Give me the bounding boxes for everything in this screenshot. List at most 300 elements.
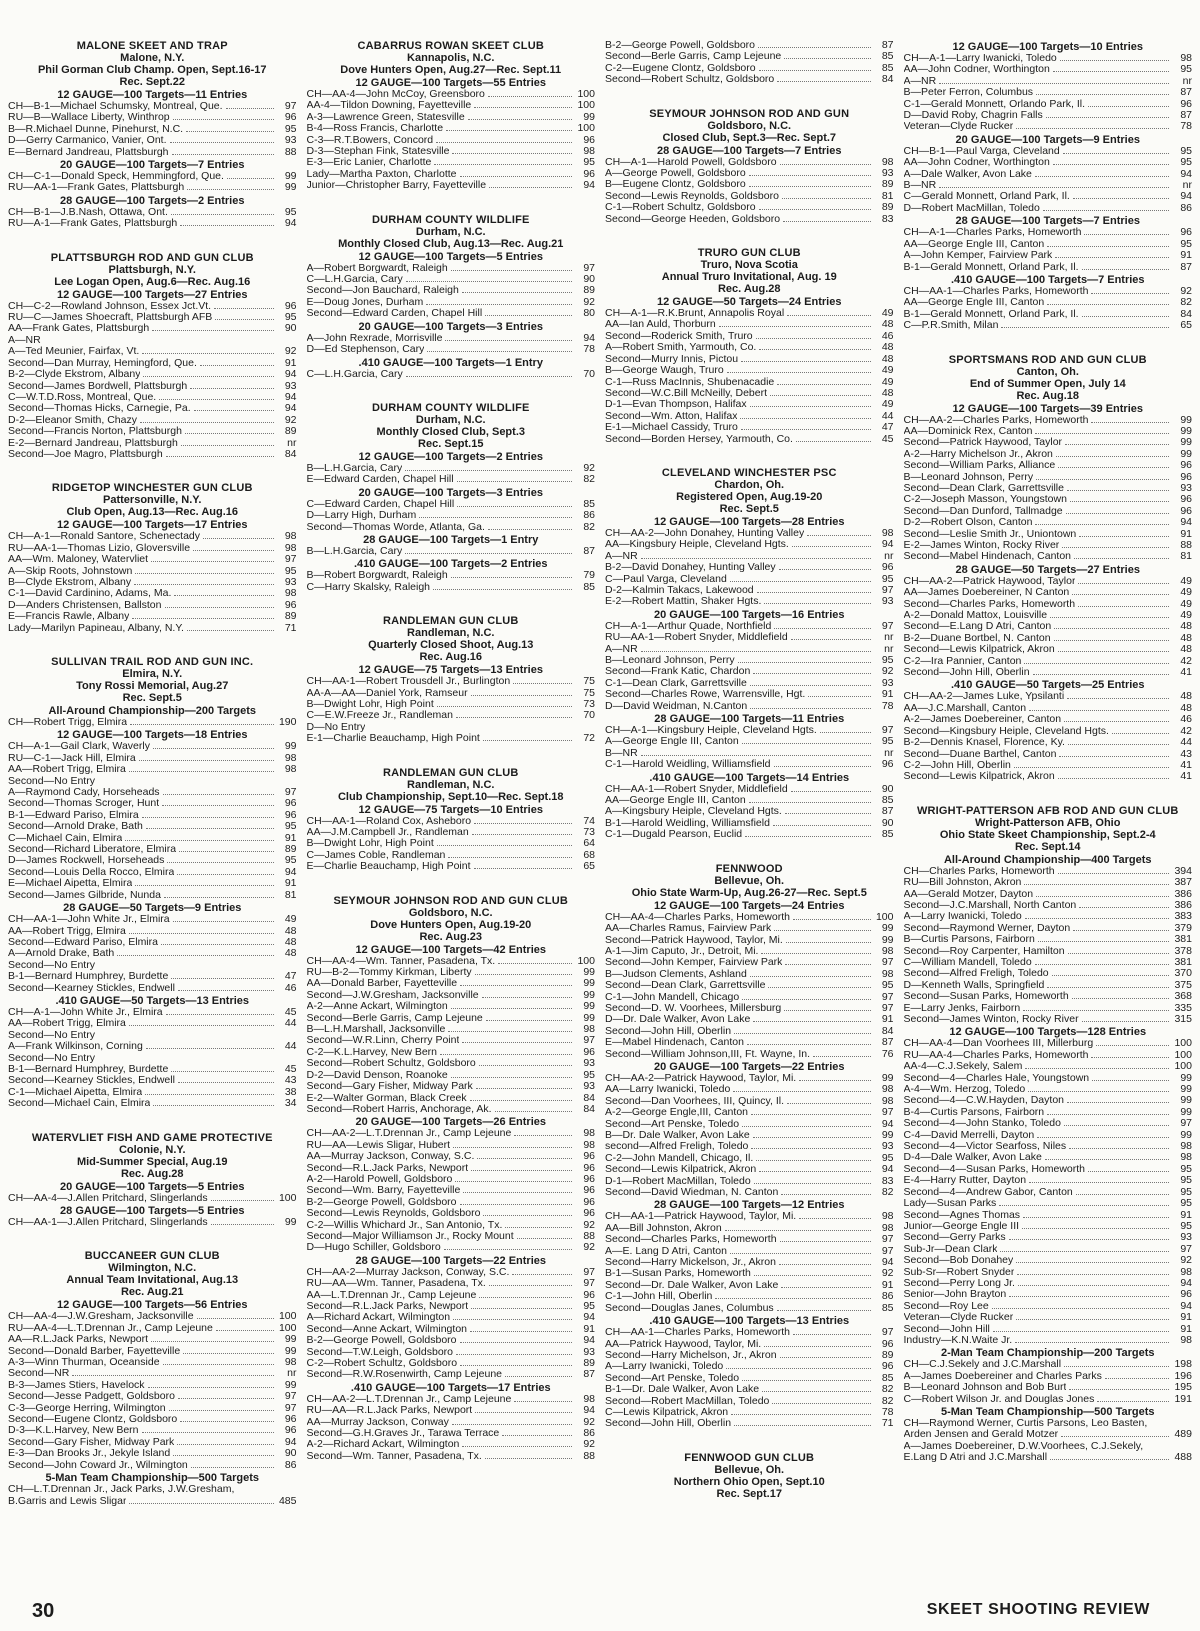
shooter-score: 89 [583,284,595,297]
shooter-score: 97 [881,956,894,969]
shooter-score: 82 [583,473,595,486]
dot-leader [1025,1068,1169,1069]
club-meta-line: Monthly Closed Club, Aug.13—Rec. Aug.21 [338,237,564,250]
result-row [307,123,596,134]
shooter-name: Second—Dr. Dale Walker, Avon Lake [605,1279,779,1291]
dot-leader [166,1014,274,1015]
result-row [605,992,894,1003]
shooter-score: 44 [284,1017,297,1030]
shooter-score: 93 [583,1345,595,1358]
shooter-score: 99 [881,1071,894,1084]
results-column [605,40,894,1580]
dot-leader [1091,1057,1169,1058]
result-row [8,415,297,426]
shooter-name: C—Michael Cain, Elmira [8,832,123,844]
dot-leader [164,897,274,898]
result-row [904,737,1193,748]
shooter-score: 41 [1180,666,1192,679]
shooter-score: 98 [284,1356,297,1369]
event-heading: 20 GAUGE—100 Targets—26 Entries [355,1116,547,1129]
result-row [605,1223,894,1234]
result-row [307,135,596,146]
shooter-name: A—John Rexrade, Morrisville [306,332,443,344]
shooter-score: 95 [1180,156,1192,169]
dot-leader [471,1308,572,1309]
club-title: CLEVELAND WINCHESTER PSC [661,466,837,479]
result-row [307,827,596,838]
result-row [307,722,596,733]
dot-leader [1076,1194,1169,1195]
shooter-score: 93 [881,595,894,608]
shooter-score: 46 [1180,713,1192,726]
result-row [904,483,1193,494]
dot-leader [1070,501,1169,502]
shooter-name: B—Dr. Dale Walker, Avon Lake [605,1130,750,1141]
result-row [307,1417,596,1428]
dot-leader [451,577,572,578]
club-title: PLATTSBURGH ROD AND GUN CLUB [50,251,254,264]
shooter-name: C-1—Russ MacInnis, Shubenacadie [605,376,775,388]
dot-leader [1082,316,1169,317]
club-meta-line: Rec. Sept.5 [719,502,779,515]
result-row [8,1425,297,1436]
shooter-score: 394 [1174,864,1192,877]
shooter-score: 86 [284,1458,297,1471]
shooter-score: 43 [1180,747,1192,760]
club-title: WRIGHT-PATTERSON AFB ROD AND GUN CLUB [916,804,1179,817]
result-row [307,1081,596,1092]
shooter-score: 97 [583,1277,595,1290]
dot-leader [993,1331,1169,1332]
shooter-score: 97 [881,1106,894,1119]
shooter-name: A—NR [605,643,638,655]
result-row [307,344,596,355]
shooter-score: 87 [1180,260,1192,273]
result-row [904,1221,1193,1232]
result-row [904,957,1193,968]
shooter-score: 98 [1180,1140,1192,1153]
shooter-score: 383 [1174,910,1192,923]
shooter-score: 91 [284,831,297,844]
dot-leader [792,546,871,547]
result-row [904,1267,1193,1278]
shooter-name: B—Curtis Parsons, Fairborn [903,934,1035,946]
dot-leader [754,1275,871,1276]
result-row [605,434,894,445]
shooter-name: A—Arnold Drake, Bath [8,948,115,960]
shooter-name: Lady—Marilyn Papineau, Albany, N.Y. [8,622,184,634]
club-meta-line: Colonie, N.Y. [118,1143,186,1156]
shooter-score: 94 [284,217,297,230]
result-row [904,1084,1193,1095]
dot-leader [757,592,871,593]
shooter-name: AA-4—Tildon Downing, Fayetteville [306,100,472,112]
dot-leader [143,376,273,377]
shooter-score: 86 [583,1427,595,1440]
result-row [904,991,1193,1002]
shooter-score: 335 [1174,1001,1192,1014]
result-row [904,53,1193,64]
shooter-score: 84 [284,447,297,460]
result-row [904,656,1193,667]
result-row [904,1095,1193,1106]
shooter-name: AA—L.T.Drennan Jr., Camp Lejeune [306,1289,477,1301]
shooter-score: 96 [284,808,297,821]
shooter-score: 79 [583,569,595,582]
result-row [605,365,894,376]
shooter-score: 97 [284,1401,297,1414]
shooter-score: 87 [1180,109,1192,122]
dot-leader [791,791,871,792]
result-row [307,570,596,581]
result-row [605,1037,894,1048]
shooter-score: 92 [583,1218,595,1231]
shooter-score: 73 [583,826,595,838]
dot-leader [787,1103,871,1104]
shooter-name: Second—Berle Garris, Camp Lejeune [605,51,782,63]
shooter-name: AA—George Engle III, Canton [903,238,1045,250]
shooter-name: A—John Kemper, Fairview Park [903,250,1053,262]
result-row [904,1289,1193,1300]
shooter-name: Second—Michael Cain, Elmira [8,1098,151,1110]
shooter-name: Second—4—Susan Parks, Homeworth [903,1163,1085,1175]
result-row [8,147,297,158]
result-row [904,968,1193,979]
dot-leader [799,1218,870,1219]
shooter-name: RU—AA—R.L.Jack Parks, Newport [306,1405,473,1417]
shooter-name: E—Larry Jenks, Fairborn [903,1002,1021,1014]
club-meta-line: Club Open, Aug.13—Rec. Aug.16 [66,506,239,519]
shooter-score: 88 [284,145,297,158]
dot-leader [1052,975,1169,976]
shooter-score: 99 [881,922,894,935]
shooter-name: Second—Alfred Freligh, Toledo [903,968,1049,980]
shooter-name: Second—Raymond Werner, Dayton [903,922,1071,934]
shooter-name: AA—Wm. Maloney, Watervliet [8,554,149,566]
shooter-score: 84 [583,1102,595,1115]
dot-leader [437,845,572,846]
dot-leader [142,1432,274,1433]
shooter-score: 195 [1174,1381,1192,1394]
shooter-name: AA—George Engle III, Canton [903,297,1045,309]
shooter-name: B-1—Edward Pariso, Elmira [8,809,139,821]
result-row [307,1267,596,1278]
dot-leader [1014,767,1169,768]
result-row [605,1107,894,1118]
shooter-name: A-2—Donald Mattox, Louisville [903,610,1048,622]
result-row [307,474,596,485]
result-row [605,980,894,991]
result-row [605,377,894,388]
shooter-score: 95 [881,572,894,585]
shooter-score: 96 [583,1045,595,1058]
shooter-name: Second—4—John Stanko, Toledo [903,1118,1061,1130]
result-row [605,1164,894,1175]
result-row [8,426,297,437]
dot-leader [1069,1148,1169,1149]
result-row [904,1312,1193,1323]
shooter-name: D—Dr. Dale Walker, Avon Lake [605,1014,751,1026]
shooter-name: Second—Dean Clark, Garrettsville [903,482,1064,494]
shooter-name: Second—No Entry [8,959,95,971]
result-row [307,838,596,849]
result-row [904,726,1193,737]
club-meta-line: Rec. Sept.22 [119,76,185,88]
shooter-score: 71 [881,1417,894,1430]
result-row [605,585,894,596]
shooter-name: CH—A-1—Kingsbury Heiple, Cleveland Hgts. [605,725,817,737]
shooter-name: C-3—George Herring, Wilmington [8,1402,166,1414]
dot-leader [992,1308,1169,1309]
result-row [8,1007,297,1018]
result-row [8,1380,297,1391]
shooter-score: 98 [583,1392,595,1405]
shooter-score: 99 [284,170,297,183]
shooter-score: 98 [284,530,297,543]
shooter-name: CH—A-1—John White Jr., Elmira [8,1006,163,1018]
result-row [605,1339,894,1350]
shooter-score: 97 [881,583,894,596]
shooter-name: B-2—Dennis Knasel, Florence, Ky. [903,737,1065,749]
shooter-name: Second—Mabel Hindenach, Canton [903,551,1072,563]
dot-leader [1082,269,1169,270]
result-row [904,1394,1193,1405]
shooter-name: A-1—Jim Caputo, Jr., Detroit, Mi. [605,945,759,957]
shooter-score: 489 [1174,1428,1192,1441]
result-row [8,833,297,844]
result-row [904,1130,1193,1141]
shooter-name: D-2—Kalmin Takacs, Lakewood [605,584,754,596]
shooter-score: 92 [583,1241,595,1254]
shooter-name: RU—AA—Lewis Sligar, Hubert [306,1139,451,1151]
shooter-score: 99 [284,1216,297,1228]
result-row [307,710,596,721]
shooter-score: 99 [583,988,595,1001]
dot-leader [502,1435,572,1436]
result-row [904,146,1193,157]
shooter-name: Second—Francis Norton, Plattsburgh [8,426,182,438]
shooter-score: 100 [577,122,595,135]
result-row [8,1460,297,1471]
dot-leader [476,1088,572,1089]
shooter-name: D—David Roby, Chagrin Falls [903,110,1043,122]
dot-leader [162,805,273,806]
event-heading: .410 GAUGE—50 Targets—25 Entries [950,679,1145,692]
shooter-name: B.Garris and Lewis Sligar [8,1495,127,1507]
shooter-name: E—Francis Rawle, Albany [8,611,130,623]
dot-leader [180,1421,273,1422]
event-heading: 12 GAUGE—100 Targets—128 Entries [949,1026,1147,1039]
shooter-name: B—George Waugh, Truro [605,365,724,377]
shooter-name: B—R.Michael Dunne, Pinehurst, N.C. [8,123,184,135]
shooter-score: 96 [1180,504,1192,517]
shooter-name: CH—AA-2—Patrick Haywood, Taylor, Mi. [605,1072,797,1084]
dot-leader [1054,640,1169,641]
shooter-score: 93 [1180,481,1192,494]
club-block [605,40,894,86]
shooter-name: RU—AA-4—Charles Parks, Homeworth [903,1049,1089,1061]
shooter-name: Second—Wm. Barry, Fayetteville [306,1185,461,1197]
shooter-name: Second—Lewis Kilpatrick, Akron [903,644,1055,656]
shooter-score: 100 [577,88,595,100]
dot-leader [1097,1401,1169,1402]
shooter-name: D—Hugo Schiller, Goldsboro [306,1242,441,1254]
dot-leader [505,1227,572,1228]
dot-leader [405,470,572,471]
shooter-score: 99 [583,1000,595,1013]
shooter-name: Lady—Susan Parks [903,1198,997,1210]
result-row [8,1346,297,1357]
dot-leader [513,683,572,684]
shooter-score: 78 [881,1405,894,1418]
club-title: FENNWOOD [715,862,783,875]
event-heading: 28 GAUGE—100 Targets—2 Entries [60,194,245,207]
shooter-name: Sub-Jr—Dean Clark [903,1243,998,1255]
shooter-name: Second—Jon Bauchard, Raleigh [306,285,459,297]
result-row [904,1118,1193,1129]
dot-leader [1067,490,1169,491]
shooter-score: 94 [583,1334,595,1347]
shooter-score: 97 [284,1390,297,1403]
shooter-score: 381 [1174,955,1192,968]
shooter-name: Second—Thomas Hicks, Carnegie, Pa. [8,403,191,415]
shooter-score: 96 [881,561,894,574]
dot-leader [151,561,273,562]
shooter-name: Second—Gary Fisher, Midway Park [8,1436,175,1448]
shooter-name: RU—B-2—Tommy Kirkman, Liberty [306,967,472,979]
shooter-score: 85 [881,61,894,74]
result-row [307,990,596,1001]
result-row [8,1075,297,1086]
shooter-name: RU—AA-4—L.T.Drennan Jr., Camp Lejeune [8,1322,213,1334]
shooter-name: Second—Charles Rowe, Warrensville, Hgt. [605,689,806,701]
shooter-score: 379 [1174,921,1192,934]
club-block [605,1452,894,1500]
shooter-name: A-3—Winn Thurman, Oceanside [8,1357,160,1369]
shooter-name: CH—AA-4—Wm. Tanner, Pasadena, Tx. [306,955,496,967]
dot-leader [741,361,870,362]
shooter-score: 96 [284,598,297,611]
shooter-score: 94 [284,368,297,381]
event-heading: 20 GAUGE—100 Targets—3 Entries [358,320,543,333]
shooter-score: 96 [284,111,297,124]
result-row [605,319,894,330]
dot-leader [190,388,273,389]
shooter-score: 99 [1180,1105,1192,1118]
shooter-score: 98 [1180,1333,1192,1346]
dot-leader [1047,987,1169,988]
dot-leader [485,315,572,316]
result-row [904,87,1193,98]
result-row [307,1278,596,1289]
result-row [307,1104,596,1115]
result-row [8,554,297,565]
shooter-score: 95 [583,1068,595,1081]
result-row [8,960,297,971]
result-row [8,207,297,218]
shooter-name: AA—Robert Trigg, Elmira [8,1018,126,1030]
dot-leader [731,1414,870,1415]
result-row [904,771,1193,782]
dot-leader [1024,884,1169,885]
dot-leader [1043,210,1169,211]
result-row [904,540,1193,551]
shooter-score: 96 [1180,226,1192,239]
event-heading: 12 GAUGE—100 Targets—18 Entries [56,729,248,742]
dot-leader [1072,998,1169,999]
shooter-name: B-1—Bernard Humphrey, Burdette [8,1063,169,1075]
shooter-score: 90 [284,1447,297,1460]
result-row [307,510,596,521]
event-heading: 20 GAUGE—100 Targets—22 Entries [653,1060,845,1073]
dot-leader [215,319,273,320]
result-row [605,946,894,957]
shooter-score: 41 [1180,770,1192,783]
shooter-score: 98 [1180,1151,1192,1164]
result-row [605,1280,894,1291]
shooter-name: Second—D. W. Voorhees, Millersburg [605,1002,782,1014]
shooter-name: C—Paul Varga, Cleveland [605,573,727,585]
result-row [8,301,297,312]
shooter-name: E—Bernard Jandreau, Plattsburgh [8,146,169,158]
result-row [307,263,596,274]
shooter-score: 85 [583,497,595,510]
shooter-score: 87 [881,805,894,818]
shooter-name: A—E. Lang D Atri, Canton [605,1245,727,1257]
dot-leader [780,164,871,165]
club-header [307,767,596,803]
event-heading: All-Around Championship—400 Targets [943,853,1152,866]
dot-leader [1022,1228,1169,1229]
result-row [307,1151,596,1162]
shooter-name: A-2—James Doebereiner, Canton [903,714,1062,726]
result-row [307,100,596,111]
shooter-score: nr [1182,179,1192,192]
shooter-score: 96 [583,1207,595,1220]
club-block [8,252,297,461]
shooter-score: 78 [583,343,595,356]
result-row [605,736,894,747]
result-row [307,112,596,123]
shooter-name: Second—Roy Lee [903,1300,989,1312]
dot-leader [125,840,273,841]
result-row [605,748,894,759]
shooter-name: Second—Charles Parks, Homeworth [605,1234,777,1246]
club-header [307,402,596,450]
result-row [605,596,894,607]
dot-leader [1112,733,1169,734]
shooter-name: AA—Murray Jackson, Conway, S.C. [306,1151,475,1163]
result-row [904,472,1193,483]
dot-leader [749,802,871,803]
event-heading: .410 GAUGE—100 Targets—1 Entry [358,356,543,369]
club-meta-line: Goldsboro, N.C. [707,119,792,132]
shooter-score: 76 [881,1047,894,1060]
result-row [605,969,894,980]
shooter-score: 96 [583,1150,595,1163]
shooter-score: 41 [1180,758,1192,771]
shooter-name: E—Mabel Hindenach, Canton [605,1037,744,1049]
result-row [8,1098,297,1109]
result-row [904,169,1193,180]
shooter-name: Second—E.Lang D Atri, Canton [903,621,1052,633]
shooter-score: 88 [583,1229,595,1242]
dot-leader [153,1105,273,1106]
shooter-name: A-2—Richard Ackart, Wilmington [306,1439,460,1451]
shooter-score: 96 [1180,470,1192,483]
result-row [605,1257,894,1268]
club-meta-line: Tony Rossi Memorial, Aug.27 [76,680,229,692]
